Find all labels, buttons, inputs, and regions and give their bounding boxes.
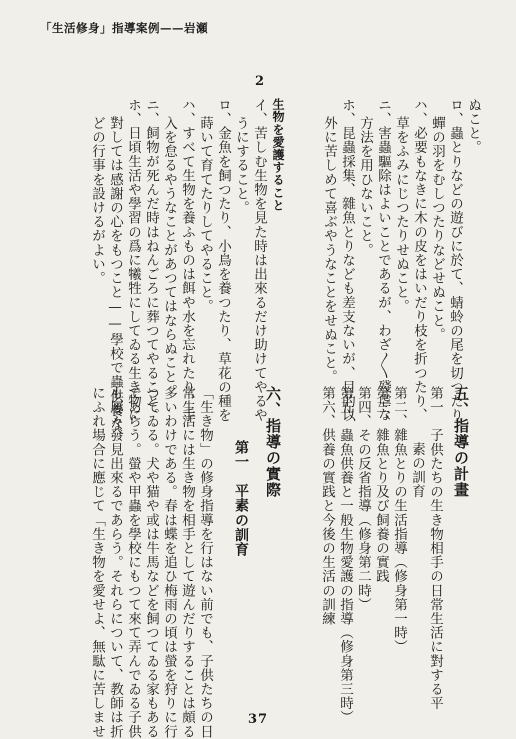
- text-column: にふれ場合に應じて「生き物を愛せよ、無駄に苦しませ: [89, 386, 105, 739]
- text-column: ニ、飼物が死んだ時はねんごろに葬つてやること。: [143, 98, 159, 423]
- text-column: ぬこと。: [465, 98, 481, 155]
- subsection-title: 第一 平素の訓育: [233, 440, 249, 557]
- text-column: 第四、その反省指導（修身第二時）: [355, 386, 371, 612]
- text-column: ホ、昆蟲採集、雜魚とりなども差支ないが、目的以: [339, 98, 355, 423]
- text-column: 對しては感謝の心をもつこと——學校で蟲供養な: [107, 116, 123, 432]
- section-heading: 五、指導の計畫: [452, 386, 470, 498]
- text-column: 第一 子供たちの生き物相手の日常生活に對する平: [427, 386, 443, 711]
- text-column: うにすること。: [233, 116, 249, 215]
- text-column: 第五、蟲魚供養と一般生物愛護の指導（修身第三時）: [337, 386, 353, 725]
- text-column: イ、苦しむ生物を見た時は出來るだけ助けてやるや: [251, 98, 267, 423]
- text-column: 多いわけである。春は蝶を追ひ梅雨の頃は螢を狩りに行: [161, 386, 177, 739]
- text-column: ハ、すべて生物を養ふものは餌や水を忘れたり、手: [179, 98, 195, 423]
- text-column: 第二、雜魚とりの生活指導（修身第一時）: [391, 386, 407, 654]
- text-column: であらう。螢や甲蟲を學校にもつて來て弄んでゐる子供: [125, 386, 141, 739]
- text-column: 草をふみにじつたりせぬこと。: [393, 116, 409, 314]
- text-column: 素の訓育: [409, 442, 425, 499]
- text-column: 「生き物」の修身指導を行はない前でも、子供たちの日: [197, 386, 213, 739]
- text-column: ハ、必要もなきに木の皮をはいだり枝を折つたり、: [411, 98, 427, 423]
- text-column: 外に苦しめて喜ぶやうなことをせぬこと。: [321, 116, 337, 384]
- text-column: も屢々發見出來るであらう。それらについて、教師は折: [107, 386, 123, 739]
- text-column: どの行事を設けるがよい。: [89, 116, 105, 286]
- subsection-title: 生物を愛護すること: [271, 98, 285, 212]
- text-column: 第六、供養の實践と今後の生活の訓練: [319, 386, 335, 626]
- page-number: 37: [248, 712, 269, 727]
- text-column: ロ、金魚を飼つたり、小鳥を養つたり、草花の種を: [215, 98, 231, 423]
- section-number: 2: [255, 74, 265, 89]
- section-heading: 六、指導の實際: [264, 386, 282, 498]
- text-column: ロ、蟲とりなどの遊びに於て、蜻蛉の尾を切つたり: [447, 98, 463, 423]
- text-column: 第三、雜魚とり及び飼養の實践: [373, 386, 389, 584]
- text-column: つてゐる。犬や猫や或は牛馬などを飼つてゐる家もある: [143, 386, 159, 739]
- text-column: 蒔いて育てたりしてやること。: [197, 116, 213, 314]
- text-column: 常生活には生き物を相手として遊んだりすることは頗る: [179, 386, 195, 739]
- running-header: 「生活修身」指導案例——岩瀬: [40, 21, 208, 35]
- text-column: ホ、日頃生活や學習の爲に犧牲にしてゐる生き物に: [125, 98, 141, 423]
- text-column: 入を怠るやうなことがあつてはならぬこと。: [161, 116, 177, 398]
- text-column: 方法を用ひないこと。: [357, 116, 373, 257]
- text-column: 蟬の羽をむしつたりなどせぬこと。: [429, 116, 445, 342]
- text-column: ニ、害蟲驅除はよいことであるが、わざ〳〵殘虐な: [375, 98, 391, 422]
